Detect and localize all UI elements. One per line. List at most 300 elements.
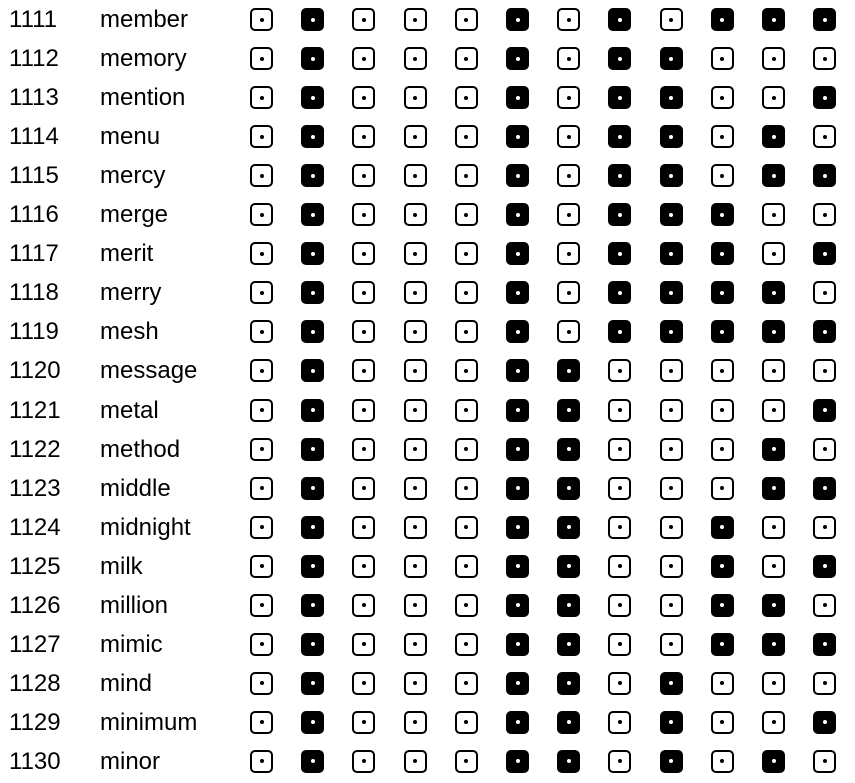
bit-filled-box bbox=[813, 399, 836, 422]
bit-empty-box bbox=[711, 125, 734, 148]
dot-icon bbox=[362, 759, 366, 763]
table-row bbox=[0, 0, 855, 39]
bit-empty-box bbox=[711, 164, 734, 187]
dot-icon bbox=[669, 603, 673, 607]
bit-empty-box bbox=[455, 633, 478, 656]
bit-filled-box bbox=[557, 359, 580, 382]
dot-icon bbox=[311, 447, 315, 451]
bit-filled-box bbox=[506, 86, 529, 109]
dot-icon bbox=[362, 96, 366, 100]
dot-icon bbox=[669, 18, 673, 22]
dot-icon bbox=[720, 525, 724, 529]
bit-empty-box bbox=[557, 8, 580, 31]
bit-empty-box bbox=[352, 125, 375, 148]
row-word: mimic bbox=[100, 630, 163, 658]
dot-icon bbox=[772, 18, 776, 22]
dot-icon bbox=[464, 564, 468, 568]
dot-icon bbox=[669, 330, 673, 334]
dot-icon bbox=[516, 252, 520, 256]
dot-icon bbox=[464, 213, 468, 217]
dot-icon bbox=[823, 759, 827, 763]
dot-icon bbox=[260, 174, 264, 178]
row-number: 1112 bbox=[9, 45, 59, 73]
bit-empty-box bbox=[404, 86, 427, 109]
dot-icon bbox=[720, 291, 724, 295]
bit-empty-box bbox=[557, 164, 580, 187]
dot-icon bbox=[516, 720, 520, 724]
dot-icon bbox=[567, 252, 571, 256]
bit-empty-box bbox=[250, 633, 273, 656]
dot-icon bbox=[823, 525, 827, 529]
dot-icon bbox=[260, 252, 264, 256]
dot-icon bbox=[720, 564, 724, 568]
dot-icon bbox=[567, 291, 571, 295]
bit-filled-box bbox=[506, 47, 529, 70]
dot-icon bbox=[413, 291, 417, 295]
bit-empty-box bbox=[404, 47, 427, 70]
dot-icon bbox=[413, 564, 417, 568]
row-number: 1118 bbox=[9, 279, 59, 307]
dot-icon bbox=[464, 408, 468, 412]
dot-icon bbox=[823, 18, 827, 22]
dot-icon bbox=[567, 720, 571, 724]
dot-icon bbox=[567, 369, 571, 373]
row-word: mercy bbox=[100, 162, 166, 190]
row-number: 1115 bbox=[9, 162, 59, 190]
dot-icon bbox=[720, 96, 724, 100]
bit-empty-box bbox=[660, 359, 683, 382]
bit-empty-box bbox=[711, 711, 734, 734]
dot-icon bbox=[464, 759, 468, 763]
bit-filled-box bbox=[813, 8, 836, 31]
dot-icon bbox=[772, 252, 776, 256]
bit-empty-box bbox=[250, 242, 273, 265]
dot-icon bbox=[823, 174, 827, 178]
bit-filled-box bbox=[608, 164, 631, 187]
row-word: merge bbox=[100, 201, 169, 229]
bit-filled-box bbox=[301, 477, 324, 500]
bit-empty-box bbox=[660, 438, 683, 461]
dot-icon bbox=[567, 447, 571, 451]
bit-empty-box bbox=[250, 594, 273, 617]
row-word: mesh bbox=[100, 318, 159, 346]
bit-filled-box bbox=[506, 281, 529, 304]
dot-icon bbox=[618, 18, 622, 22]
dot-icon bbox=[567, 603, 571, 607]
bit-empty-box bbox=[608, 711, 631, 734]
table-row bbox=[0, 351, 855, 390]
dot-icon bbox=[311, 252, 315, 256]
bit-empty-box bbox=[250, 125, 273, 148]
dot-icon bbox=[311, 486, 315, 490]
bit-filled-box bbox=[660, 86, 683, 109]
row-number: 1128 bbox=[9, 669, 61, 697]
bit-filled-box bbox=[557, 711, 580, 734]
bit-filled-box bbox=[711, 555, 734, 578]
bit-filled-box bbox=[301, 438, 324, 461]
bit-filled-box bbox=[506, 125, 529, 148]
dot-icon bbox=[669, 759, 673, 763]
bit-empty-box bbox=[404, 672, 427, 695]
bit-filled-box bbox=[762, 320, 785, 343]
dot-icon bbox=[260, 525, 264, 529]
dot-icon bbox=[362, 525, 366, 529]
dot-icon bbox=[823, 486, 827, 490]
bit-empty-box bbox=[711, 438, 734, 461]
dot-icon bbox=[311, 135, 315, 139]
bit-empty-box bbox=[762, 399, 785, 422]
dot-icon bbox=[362, 681, 366, 685]
dot-icon bbox=[362, 486, 366, 490]
dot-icon bbox=[720, 642, 724, 646]
bit-filled-box bbox=[762, 438, 785, 461]
bit-empty-box bbox=[250, 711, 273, 734]
dot-icon bbox=[567, 96, 571, 100]
bit-filled-box bbox=[557, 672, 580, 695]
dot-icon bbox=[567, 330, 571, 334]
table-row bbox=[0, 469, 855, 508]
dot-icon bbox=[669, 174, 673, 178]
row-number: 1122 bbox=[9, 435, 61, 463]
table-row bbox=[0, 742, 855, 781]
dot-icon bbox=[618, 330, 622, 334]
table-row bbox=[0, 39, 855, 78]
dot-icon bbox=[618, 291, 622, 295]
row-number: 1123 bbox=[9, 474, 61, 502]
bit-empty-box bbox=[404, 242, 427, 265]
dot-icon bbox=[567, 564, 571, 568]
bit-empty-box bbox=[404, 516, 427, 539]
bit-empty-box bbox=[711, 672, 734, 695]
bit-filled-box bbox=[711, 8, 734, 31]
bit-filled-box bbox=[762, 281, 785, 304]
dot-icon bbox=[669, 408, 673, 412]
bit-empty-box bbox=[711, 86, 734, 109]
bit-filled-box bbox=[301, 516, 324, 539]
dot-icon bbox=[311, 681, 315, 685]
dot-icon bbox=[567, 525, 571, 529]
bit-empty-box bbox=[608, 359, 631, 382]
dot-icon bbox=[772, 369, 776, 373]
dot-icon bbox=[362, 18, 366, 22]
dot-icon bbox=[567, 486, 571, 490]
bit-filled-box bbox=[711, 203, 734, 226]
bit-filled-box bbox=[506, 8, 529, 31]
row-number: 1127 bbox=[9, 630, 61, 658]
dot-icon bbox=[772, 681, 776, 685]
table-row bbox=[0, 156, 855, 195]
dot-icon bbox=[669, 525, 673, 529]
dot-icon bbox=[260, 642, 264, 646]
dot-icon bbox=[311, 96, 315, 100]
row-number: 1126 bbox=[9, 591, 61, 619]
row-number: 1124 bbox=[9, 513, 61, 541]
bit-filled-box bbox=[608, 8, 631, 31]
bit-empty-box bbox=[250, 8, 273, 31]
dot-icon bbox=[720, 447, 724, 451]
bit-empty-box bbox=[711, 750, 734, 773]
dot-icon bbox=[618, 603, 622, 607]
bit-empty-box bbox=[660, 633, 683, 656]
bit-filled-box bbox=[711, 633, 734, 656]
bit-filled-box bbox=[762, 125, 785, 148]
bit-filled-box bbox=[608, 86, 631, 109]
dot-icon bbox=[567, 642, 571, 646]
dot-icon bbox=[362, 252, 366, 256]
dot-icon bbox=[464, 447, 468, 451]
dot-icon bbox=[464, 174, 468, 178]
bit-empty-box bbox=[455, 711, 478, 734]
dot-icon bbox=[362, 330, 366, 334]
table-row bbox=[0, 586, 855, 625]
bit-filled-box bbox=[762, 633, 785, 656]
dot-icon bbox=[362, 135, 366, 139]
bit-empty-box bbox=[762, 516, 785, 539]
dot-icon bbox=[720, 408, 724, 412]
dot-icon bbox=[772, 291, 776, 295]
dot-icon bbox=[823, 252, 827, 256]
dot-icon bbox=[720, 174, 724, 178]
row-number: 1111 bbox=[9, 6, 58, 33]
bit-empty-box bbox=[352, 47, 375, 70]
bit-filled-box bbox=[660, 203, 683, 226]
bit-empty-box bbox=[404, 711, 427, 734]
bit-filled-box bbox=[506, 242, 529, 265]
dot-icon bbox=[260, 213, 264, 217]
dot-icon bbox=[260, 18, 264, 22]
bit-empty-box bbox=[352, 750, 375, 773]
dot-icon bbox=[772, 135, 776, 139]
bit-filled-box bbox=[301, 555, 324, 578]
row-number: 1120 bbox=[9, 357, 61, 385]
dot-icon bbox=[669, 213, 673, 217]
dot-icon bbox=[669, 135, 673, 139]
bit-filled-box bbox=[608, 242, 631, 265]
bit-empty-box bbox=[250, 164, 273, 187]
dot-icon bbox=[567, 174, 571, 178]
bit-empty-box bbox=[404, 8, 427, 31]
bit-filled-box bbox=[711, 281, 734, 304]
bit-filled-box bbox=[660, 320, 683, 343]
dot-icon bbox=[618, 57, 622, 61]
row-word: million bbox=[100, 591, 169, 619]
dot-icon bbox=[618, 486, 622, 490]
bit-empty-box bbox=[250, 477, 273, 500]
bit-filled-box bbox=[301, 164, 324, 187]
dot-icon bbox=[464, 603, 468, 607]
bit-filled-box bbox=[660, 672, 683, 695]
dot-icon bbox=[260, 720, 264, 724]
table-row bbox=[0, 391, 855, 430]
dot-icon bbox=[516, 174, 520, 178]
bit-empty-box bbox=[455, 516, 478, 539]
bit-empty-box bbox=[352, 672, 375, 695]
dot-icon bbox=[618, 252, 622, 256]
bit-empty-box bbox=[352, 711, 375, 734]
bit-empty-box bbox=[250, 516, 273, 539]
dot-icon bbox=[669, 564, 673, 568]
dot-icon bbox=[362, 447, 366, 451]
bit-filled-box bbox=[813, 164, 836, 187]
dot-icon bbox=[413, 330, 417, 334]
bit-empty-box bbox=[455, 320, 478, 343]
dot-icon bbox=[720, 720, 724, 724]
row-number: 1125 bbox=[9, 552, 61, 580]
dot-icon bbox=[464, 720, 468, 724]
bit-filled-box bbox=[506, 555, 529, 578]
row-word: minimum bbox=[100, 708, 198, 736]
dot-icon bbox=[823, 642, 827, 646]
row-word: member bbox=[100, 6, 189, 33]
dot-icon bbox=[618, 174, 622, 178]
bit-empty-box bbox=[404, 320, 427, 343]
bit-empty-box bbox=[557, 86, 580, 109]
bit-empty-box bbox=[762, 359, 785, 382]
dot-icon bbox=[311, 642, 315, 646]
row-number: 1121 bbox=[9, 396, 61, 424]
bit-empty-box bbox=[608, 516, 631, 539]
row-word: merit bbox=[100, 240, 154, 268]
bit-empty-box bbox=[762, 242, 785, 265]
dot-icon bbox=[823, 408, 827, 412]
dot-icon bbox=[669, 447, 673, 451]
bit-empty-box bbox=[608, 750, 631, 773]
bit-filled-box bbox=[608, 281, 631, 304]
bit-empty-box bbox=[711, 47, 734, 70]
bit-filled-box bbox=[608, 203, 631, 226]
dot-icon bbox=[260, 681, 264, 685]
bit-filled-box bbox=[506, 672, 529, 695]
bit-empty-box bbox=[404, 203, 427, 226]
row-word: mention bbox=[100, 84, 186, 112]
dot-icon bbox=[311, 564, 315, 568]
dot-icon bbox=[823, 96, 827, 100]
dot-icon bbox=[567, 135, 571, 139]
dot-icon bbox=[413, 759, 417, 763]
bit-empty-box bbox=[455, 86, 478, 109]
bit-filled-box bbox=[301, 47, 324, 70]
dot-icon bbox=[618, 96, 622, 100]
dot-icon bbox=[567, 681, 571, 685]
row-word: method bbox=[100, 435, 181, 463]
dot-icon bbox=[260, 759, 264, 763]
bit-filled-box bbox=[506, 399, 529, 422]
bit-filled-box bbox=[660, 711, 683, 734]
dot-icon bbox=[618, 720, 622, 724]
bit-filled-box bbox=[608, 320, 631, 343]
table-row bbox=[0, 78, 855, 117]
bit-empty-box bbox=[250, 438, 273, 461]
dot-icon bbox=[413, 486, 417, 490]
bit-filled-box bbox=[301, 86, 324, 109]
bit-empty-box bbox=[404, 555, 427, 578]
bit-filled-box bbox=[557, 633, 580, 656]
row-word: message bbox=[100, 357, 198, 385]
dot-icon bbox=[772, 642, 776, 646]
dot-icon bbox=[516, 603, 520, 607]
dot-icon bbox=[413, 642, 417, 646]
dot-icon bbox=[772, 720, 776, 724]
dot-icon bbox=[669, 96, 673, 100]
dot-icon bbox=[618, 681, 622, 685]
table-row bbox=[0, 312, 855, 351]
bit-empty-box bbox=[813, 672, 836, 695]
bit-empty-box bbox=[557, 47, 580, 70]
dot-icon bbox=[516, 564, 520, 568]
bit-empty-box bbox=[455, 672, 478, 695]
bit-empty-box bbox=[250, 359, 273, 382]
bit-filled-box bbox=[301, 281, 324, 304]
dot-icon bbox=[413, 681, 417, 685]
bit-empty-box bbox=[404, 399, 427, 422]
dot-icon bbox=[516, 18, 520, 22]
row-number: 1130 bbox=[9, 747, 61, 775]
table-row bbox=[0, 117, 855, 156]
dot-icon bbox=[362, 57, 366, 61]
dot-icon bbox=[567, 408, 571, 412]
dot-icon bbox=[772, 96, 776, 100]
bit-empty-box bbox=[455, 281, 478, 304]
dot-icon bbox=[311, 408, 315, 412]
bit-filled-box bbox=[557, 399, 580, 422]
dot-icon bbox=[260, 564, 264, 568]
dot-icon bbox=[464, 96, 468, 100]
dot-icon bbox=[311, 720, 315, 724]
bit-empty-box bbox=[352, 399, 375, 422]
bit-empty-box bbox=[608, 594, 631, 617]
bit-empty-box bbox=[352, 594, 375, 617]
bit-filled-box bbox=[813, 242, 836, 265]
dot-icon bbox=[720, 213, 724, 217]
bit-empty-box bbox=[455, 8, 478, 31]
bit-empty-box bbox=[455, 47, 478, 70]
dot-icon bbox=[669, 642, 673, 646]
bit-empty-box bbox=[404, 750, 427, 773]
dot-icon bbox=[260, 330, 264, 334]
bit-empty-box bbox=[608, 555, 631, 578]
bit-empty-box bbox=[455, 555, 478, 578]
dot-icon bbox=[618, 447, 622, 451]
dot-icon bbox=[362, 291, 366, 295]
dot-icon bbox=[772, 525, 776, 529]
bit-empty-box bbox=[352, 320, 375, 343]
bit-filled-box bbox=[762, 164, 785, 187]
bit-empty-box bbox=[455, 594, 478, 617]
bit-filled-box bbox=[711, 320, 734, 343]
dot-icon bbox=[260, 291, 264, 295]
dot-icon bbox=[669, 252, 673, 256]
dot-icon bbox=[260, 369, 264, 373]
bit-filled-box bbox=[506, 359, 529, 382]
table-row bbox=[0, 430, 855, 469]
row-number: 1113 bbox=[9, 84, 59, 112]
dot-icon bbox=[669, 57, 673, 61]
bit-filled-box bbox=[301, 633, 324, 656]
bit-empty-box bbox=[762, 203, 785, 226]
bit-empty-box bbox=[250, 555, 273, 578]
bit-empty-box bbox=[813, 438, 836, 461]
dot-icon bbox=[362, 369, 366, 373]
bit-empty-box bbox=[250, 320, 273, 343]
dot-icon bbox=[772, 330, 776, 334]
bit-filled-box bbox=[557, 594, 580, 617]
dot-icon bbox=[516, 408, 520, 412]
dot-icon bbox=[618, 564, 622, 568]
dot-icon bbox=[362, 603, 366, 607]
dot-icon bbox=[260, 486, 264, 490]
bit-empty-box bbox=[404, 164, 427, 187]
dot-icon bbox=[516, 96, 520, 100]
